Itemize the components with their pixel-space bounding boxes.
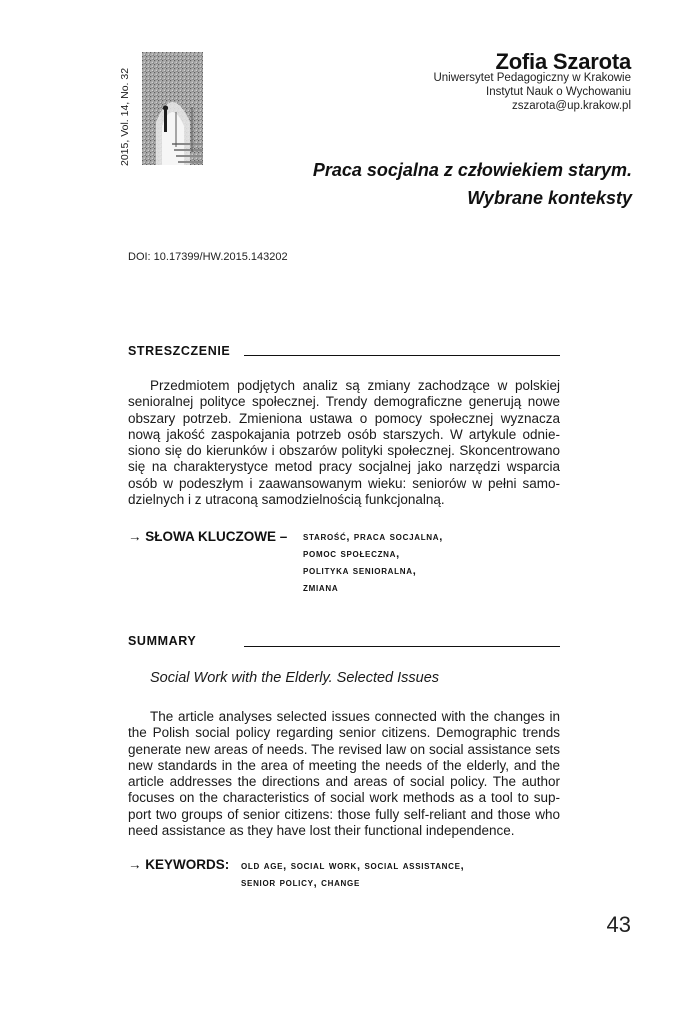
summary-rule bbox=[244, 646, 560, 647]
article-title-line-2: Wybrane konteksty bbox=[467, 188, 632, 208]
streszczenie-heading: STRESZCZENIE bbox=[128, 344, 231, 358]
author-email[interactable]: zszarota@up.krakow.pl bbox=[511, 100, 631, 112]
summary-heading: SUMMARY bbox=[128, 634, 197, 648]
page-number: 43 bbox=[606, 912, 631, 937]
keywords-en-line-2: senior policy, change bbox=[241, 877, 360, 889]
keywords-pl-line-4: zmiana bbox=[303, 582, 339, 594]
keywords-pl-line-1: starość, praca socjalna, bbox=[303, 531, 443, 543]
keywords-pl-line-2: pomoc społeczna, bbox=[303, 548, 400, 560]
keywords-pl-label: → SŁOWA KLUCZOWE – bbox=[128, 529, 288, 544]
journal-volume-info: 2015, Vol. 14, No. 32 bbox=[119, 67, 131, 166]
abstract-en-paragraph bbox=[128, 709, 560, 839]
keywords-en-line-1: old age, social work, social assistance, bbox=[241, 860, 465, 872]
author-affiliation-institute: Instytut Nauk o Wychowaniu bbox=[486, 86, 631, 98]
summary-subtitle: Social Work with the Elderly. Selected Issues bbox=[150, 670, 440, 686]
journal-cover-image bbox=[142, 52, 203, 165]
abstract-pl-text: Przedmiotem podjętych analiz są zmiany zachodzące w polskiej senioralnej polityce społecznej. Trendy demograficzne generują nowe obszary potrzeb. Zmieniona ustawa o pomocy społecznej wyznacza nową jakość zaspokajania potrzeb osób starszych. W artykule odniesiono się do kierunków i obszarów polityki społecznej. Skoncentrowano się na charakterystyce metod pracy socjalnej jako narzędzi wsparcia osób w podeszłym i zaawansowanym wieku: seniorów w pełni samodzielnych i z utraconą samodzielnością funkcjonalną. bbox=[128, 378, 560, 508]
article-doi[interactable]: DOI: 10.17399/HW.2015.143202 bbox=[128, 251, 288, 263]
author-name: Zofia Szarota bbox=[495, 49, 631, 74]
abstract-pl-paragraph bbox=[128, 378, 560, 508]
article-title-line-1: Praca socjalna z człowiekiem starym. bbox=[312, 160, 632, 180]
keywords-pl-line-3: polityka senioralna, bbox=[303, 565, 417, 577]
abstract-en-text: The article analyses selected issues connected with the changes in the Polish social policy regarding senior citizens. Demographic trends generate new areas of needs. The revised law on social assistance sets new standards in the area of meeting the needs of the elderly, and the article addresses the directions and areas of social policy. The author focuses on the characteristics of social work methods as a tool to support two groups of senior citizens: those fully self-reliant and those who need assistance as they have lost their functional independence. bbox=[128, 709, 560, 839]
author-affiliation-university: Uniwersytet Pedagogiczny w Krakowie bbox=[433, 72, 631, 84]
streszczenie-rule bbox=[244, 355, 560, 356]
keywords-en-label: → KEYWORDS: bbox=[128, 857, 230, 872]
